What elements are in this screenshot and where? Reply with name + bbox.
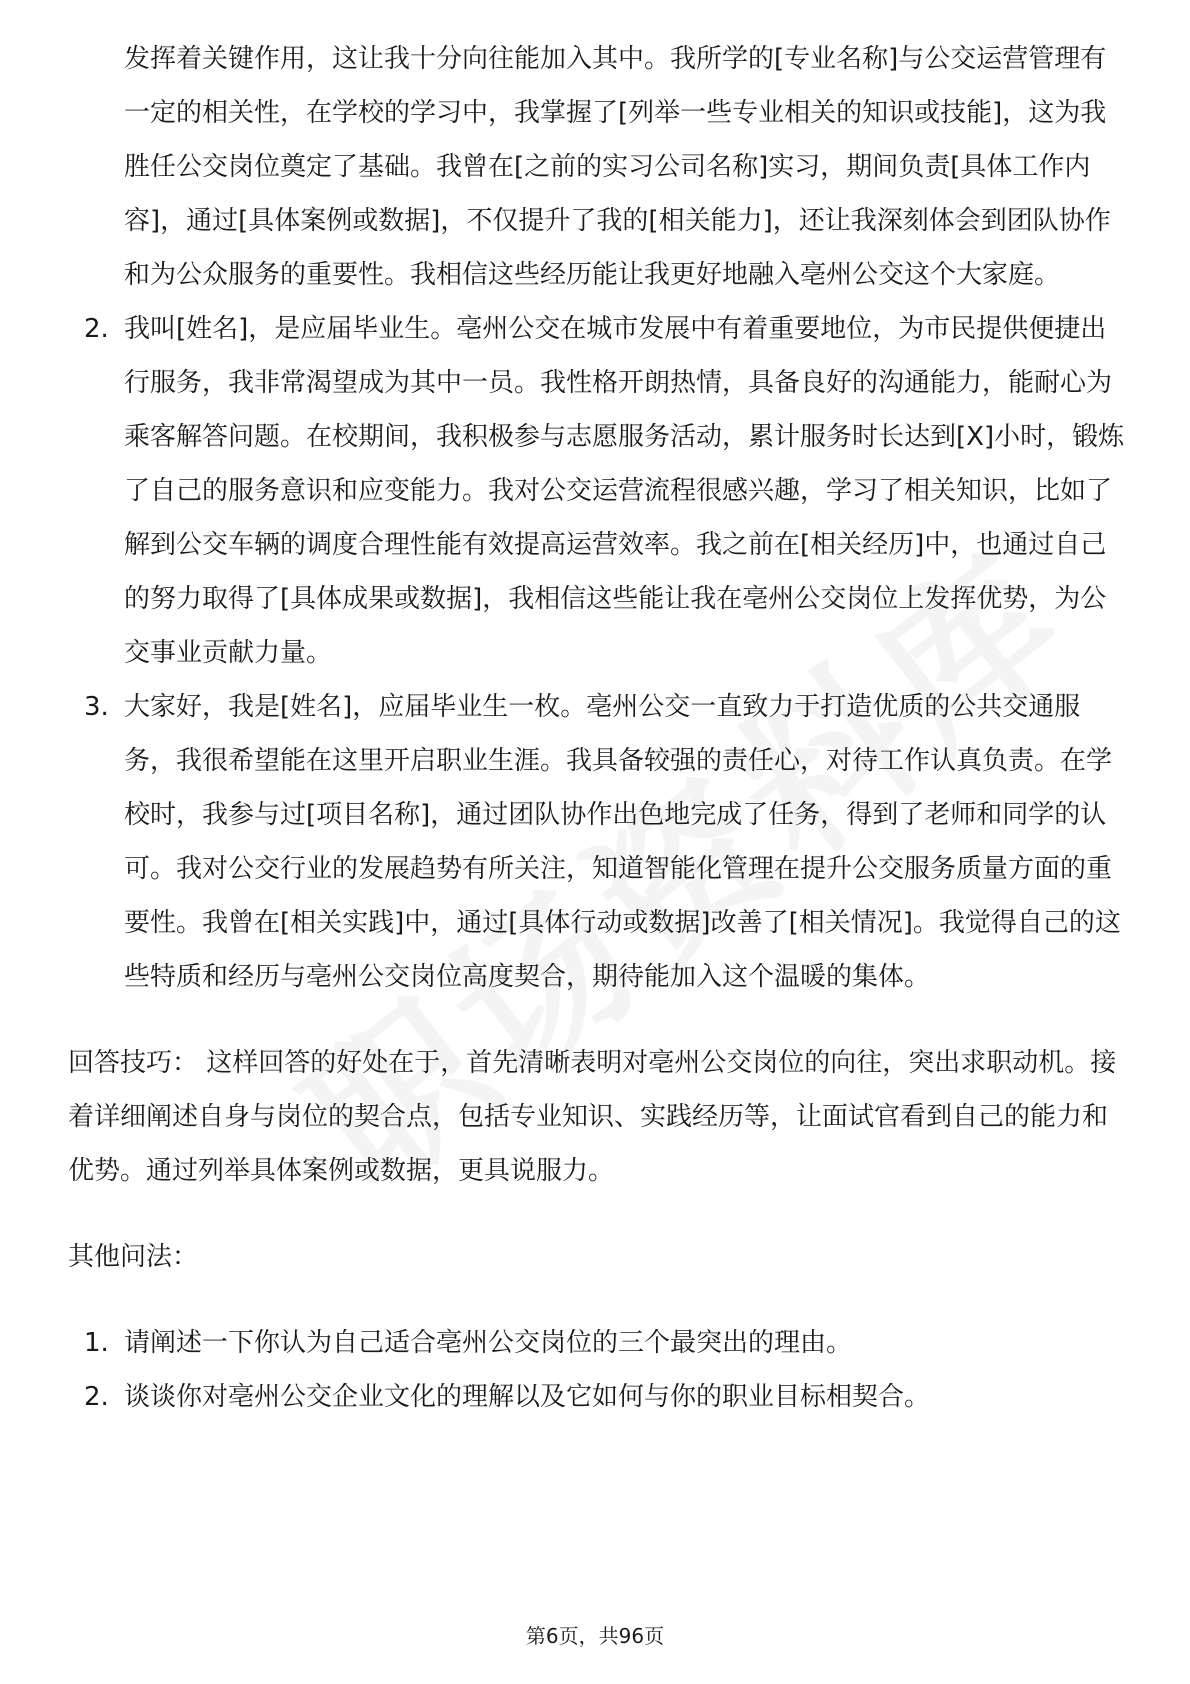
other-question-2-text: 谈谈你对亳州公交企业文化的理解以及它如何与你的职业目标相契合。	[124, 1382, 931, 1412]
other-question-2-number: 2.	[84, 1382, 109, 1412]
answer-1-continued	[68, 32, 1128, 302]
answer-tips	[68, 1036, 1128, 1198]
page-number-footer: 第6页，共96页	[525, 1624, 665, 1648]
other-question-1	[68, 1316, 1128, 1370]
tips-text: 这样回答的好处在于，首先清晰表明对亳州公交岗位的向往，突出求职动机。接着详细阐述自身与岗位的契合点，包括专业知识、实践经历等，让面试官看到自己的能力和优势。通过列举具体案例或数据，更具说服力。	[68, 1048, 1117, 1186]
answer-3-text: 大家好，我是[姓名]，应届毕业生一枚。亳州公交一直致力于打造优质的公共交通服务，我很希望能在这里开启职业生涯。我具备较强的责任心，对待工作认真负责。在学校时，我参与过[项目名称]，通过团队协作出色地完成了任务，得到了老师和同学的认可。我对公交行业的发展趋势有所关注，知道智能化管理在提升公交服务质量方面的重要性。我曾在[相关实践]中，通过[具体行动或数据]改善了[相关情况]。我觉得自己的这些特质和经历与亳州公交岗位高度契合，期待能加入这个温暖的集体。	[124, 692, 1121, 992]
other-questions-heading: 其他问法：	[68, 1242, 199, 1272]
answer-1-text: 发挥着关键作用，这让我十分向往能加入其中。我所学的[专业名称]与公交运营管理有一定的相关性，在学校的学习中，我掌握了[列举一些专业相关的知识或技能]，这为我胜任公交岗位奠定了基础。我曾在[之前的实习公司名称]实习，期间负责[具体工作内容]，通过[具体案例或数据]，不仅提升了我的[相关能力]，还让我深刻体会到团队协作和为公众服务的重要性。我相信这些经历能让我更好地融入亳州公交这个大家庭。	[124, 44, 1111, 290]
other-question-1-text: 请阐述一下你认为自己适合亳州公交岗位的三个最突出的理由。	[124, 1328, 853, 1358]
other-question-1-number: 1.	[84, 1328, 109, 1358]
tips-label: 回答技巧：	[68, 1048, 199, 1078]
other-question-2	[68, 1370, 1128, 1424]
answer-2-number: 2.	[84, 314, 109, 344]
page-content	[68, 32, 1128, 1424]
answer-2-text: 我叫[姓名]，是应届毕业生。亳州公交在城市发展中有着重要地位，为市民提供便捷出行服务，我非常渴望成为其中一员。我性格开朗热情，具备良好的沟通能力，能耐心为乘客解答问题。在校期间，我积极参与志愿服务活动，累计服务时长达到[X]小时，锻炼了自己的服务意识和应变能力。我对公交运营流程很感兴趣，学习了相关知识，比如了解到公交车辆的调度合理性能有效提高运营效率。我之前在[相关经历]中，也通过自己的努力取得了[具体成果或数据]，我相信这些能让我在亳州公交岗位上发挥优势，为公交事业贡献力量。	[124, 314, 1125, 668]
answer-3	[68, 680, 1128, 1004]
answer-3-number: 3.	[84, 692, 109, 722]
answer-2	[68, 302, 1128, 680]
